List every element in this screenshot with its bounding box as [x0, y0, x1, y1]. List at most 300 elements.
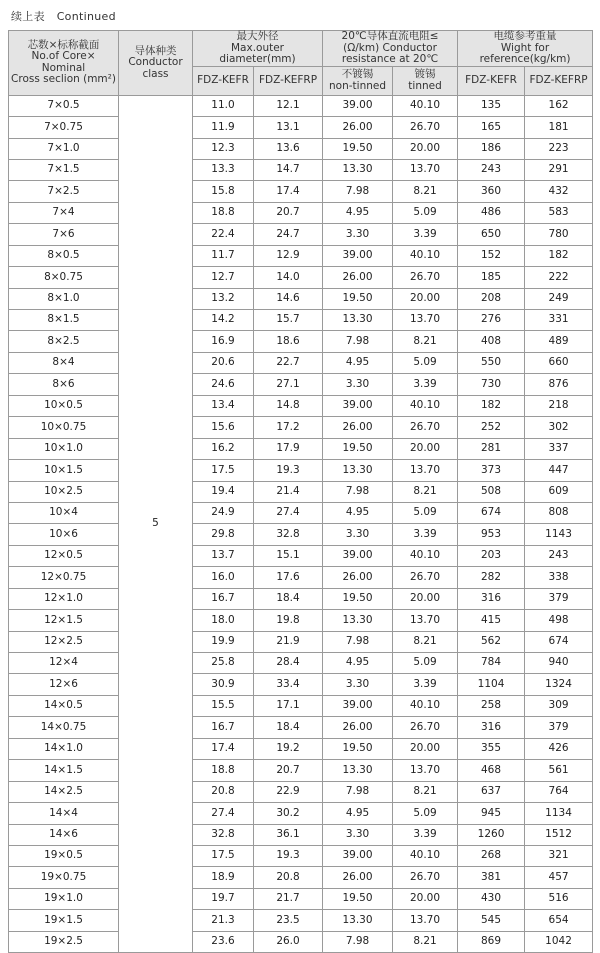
- od-kefr-cell: 19.9: [193, 631, 254, 652]
- table-row: [9, 524, 593, 545]
- conductor-class-cell: 5: [119, 95, 193, 953]
- res-tinned-cell: 3.39: [393, 824, 458, 845]
- res-non-tinned-cell: 3.30: [323, 374, 393, 395]
- od-kefr-cell: 16.7: [193, 588, 254, 609]
- table-body: [9, 95, 593, 953]
- header-od-cn: 最大外径: [236, 30, 279, 42]
- header-class-en1: Conductor: [128, 56, 183, 69]
- wt-kefrp-cell: 309: [525, 695, 593, 716]
- wt-kefr-cell: 945: [458, 803, 525, 824]
- res-non-tinned-cell: 39.00: [323, 545, 393, 566]
- od-kefr-cell: 16.0: [193, 567, 254, 588]
- size-cell: 12×6: [9, 674, 119, 695]
- size-cell: 14×1.5: [9, 760, 119, 781]
- od-kefrp-cell: 22.9: [254, 781, 323, 802]
- wt-kefrp-cell: 876: [525, 374, 593, 395]
- od-kefrp-cell: 18.6: [254, 331, 323, 352]
- wt-kefrp-cell: 498: [525, 610, 593, 631]
- res-tinned-cell: 13.70: [393, 760, 458, 781]
- wt-kefr-cell: 562: [458, 631, 525, 652]
- od-kefr-cell: 12.7: [193, 267, 254, 288]
- od-kefr-cell: 20.8: [193, 781, 254, 802]
- wt-kefr-cell: 182: [458, 395, 525, 416]
- res-non-tinned-cell: 7.98: [323, 181, 393, 202]
- od-kefrp-cell: 21.4: [254, 481, 323, 502]
- res-non-tinned-cell: 39.00: [323, 95, 393, 116]
- res-non-tinned-cell: 3.30: [323, 824, 393, 845]
- table-row: [9, 760, 593, 781]
- table-row: [9, 781, 593, 802]
- table-row: [9, 502, 593, 523]
- size-cell: 14×0.5: [9, 695, 119, 716]
- res-non-tinned-cell: 19.50: [323, 138, 393, 159]
- od-kefrp-cell: 17.4: [254, 181, 323, 202]
- wt-kefrp-cell: 331: [525, 310, 593, 331]
- table-row: [9, 567, 593, 588]
- od-kefr-cell: 25.8: [193, 653, 254, 674]
- size-cell: 19×1.0: [9, 888, 119, 909]
- wt-kefr-cell: 268: [458, 845, 525, 866]
- wt-kefrp-cell: 609: [525, 481, 593, 502]
- header-od-kefr: FDZ-KEFR: [193, 66, 254, 95]
- res-tinned-cell: 8.21: [393, 931, 458, 952]
- continued-label-cn: 续上表: [11, 10, 45, 23]
- wt-kefr-cell: 869: [458, 931, 525, 952]
- wt-kefrp-cell: 337: [525, 438, 593, 459]
- od-kefrp-cell: 19.2: [254, 738, 323, 759]
- res-non-tinned-cell: 19.50: [323, 888, 393, 909]
- size-cell: 10×4: [9, 502, 119, 523]
- res-non-tinned-cell: 7.98: [323, 481, 393, 502]
- table-row: [9, 631, 593, 652]
- od-kefrp-cell: 27.4: [254, 502, 323, 523]
- wt-kefr-cell: 282: [458, 567, 525, 588]
- wt-kefr-cell: 355: [458, 738, 525, 759]
- table-row: [9, 674, 593, 695]
- size-cell: 8×6: [9, 374, 119, 395]
- wt-kefr-cell: 468: [458, 760, 525, 781]
- od-kefr-cell: 13.4: [193, 395, 254, 416]
- wt-kefr-cell: 208: [458, 288, 525, 309]
- res-non-tinned-cell: 39.00: [323, 395, 393, 416]
- res-non-tinned-cell: 26.00: [323, 417, 393, 438]
- wt-kefr-cell: 953: [458, 524, 525, 545]
- res-tinned-cell: 20.00: [393, 588, 458, 609]
- res-non-tinned-cell: 19.50: [323, 438, 393, 459]
- od-kefr-cell: 18.0: [193, 610, 254, 631]
- res-tinned-cell: 20.00: [393, 288, 458, 309]
- od-kefr-cell: 21.3: [193, 910, 254, 931]
- wt-kefrp-cell: 561: [525, 760, 593, 781]
- res-tinned-cell: 3.39: [393, 224, 458, 245]
- wt-kefrp-cell: 222: [525, 267, 593, 288]
- table-row: [9, 695, 593, 716]
- wt-kefr-cell: 243: [458, 159, 525, 180]
- header-wt-kefr: FDZ-KEFR: [458, 66, 525, 95]
- size-cell: 12×0.75: [9, 567, 119, 588]
- res-tinned-cell: 13.70: [393, 159, 458, 180]
- table-header: [9, 31, 593, 96]
- od-kefr-cell: 11.7: [193, 245, 254, 266]
- size-cell: 10×0.5: [9, 395, 119, 416]
- wt-kefrp-cell: 516: [525, 888, 593, 909]
- res-non-tinned-cell: 13.30: [323, 610, 393, 631]
- res-non-tinned-cell: 39.00: [323, 245, 393, 266]
- od-kefrp-cell: 36.1: [254, 824, 323, 845]
- res-tinned-cell: 8.21: [393, 181, 458, 202]
- header-res-en1: (Ω/km) Conductor: [343, 41, 437, 54]
- header-od-en: Max.outer diameter(mm): [219, 41, 296, 66]
- res-tinned-cell: 3.39: [393, 374, 458, 395]
- table-row: [9, 888, 593, 909]
- res-tinned-cell: 5.09: [393, 653, 458, 674]
- size-cell: 19×2.5: [9, 931, 119, 952]
- od-kefrp-cell: 17.1: [254, 695, 323, 716]
- wt-kefrp-cell: 249: [525, 288, 593, 309]
- od-kefr-cell: 18.8: [193, 760, 254, 781]
- od-kefr-cell: 17.5: [193, 460, 254, 481]
- size-cell: 12×1.0: [9, 588, 119, 609]
- wt-kefr-cell: 316: [458, 588, 525, 609]
- res-non-tinned-cell: 26.00: [323, 267, 393, 288]
- table-row: [9, 417, 593, 438]
- wt-kefrp-cell: 181: [525, 117, 593, 138]
- od-kefrp-cell: 20.7: [254, 202, 323, 223]
- header-wt-en: Wight for reference(kg/km): [479, 41, 571, 66]
- header-res-t-en: tinned: [408, 79, 442, 92]
- wt-kefrp-cell: 1042: [525, 931, 593, 952]
- table-row: [9, 310, 593, 331]
- table-row: [9, 653, 593, 674]
- wt-kefr-cell: 545: [458, 910, 525, 931]
- od-kefr-cell: 16.9: [193, 331, 254, 352]
- od-kefr-cell: 19.4: [193, 481, 254, 502]
- res-tinned-cell: 13.70: [393, 610, 458, 631]
- header-res-nt-en: non-tinned: [329, 79, 387, 92]
- wt-kefrp-cell: 223: [525, 138, 593, 159]
- res-non-tinned-cell: 13.30: [323, 460, 393, 481]
- wt-kefr-cell: 730: [458, 374, 525, 395]
- wt-kefr-cell: 152: [458, 245, 525, 266]
- size-cell: 8×1.5: [9, 310, 119, 331]
- table-row: [9, 352, 593, 373]
- wt-kefr-cell: 276: [458, 310, 525, 331]
- od-kefr-cell: 27.4: [193, 803, 254, 824]
- size-cell: 19×1.5: [9, 910, 119, 931]
- res-tinned-cell: 26.70: [393, 867, 458, 888]
- table-row: [9, 95, 593, 116]
- table-row: [9, 138, 593, 159]
- wt-kefrp-cell: 940: [525, 653, 593, 674]
- size-cell: 14×1.0: [9, 738, 119, 759]
- res-non-tinned-cell: 26.00: [323, 867, 393, 888]
- wt-kefrp-cell: 489: [525, 331, 593, 352]
- wt-kefr-cell: 252: [458, 417, 525, 438]
- size-cell: 10×1.5: [9, 460, 119, 481]
- wt-kefr-cell: 1104: [458, 674, 525, 695]
- table-row: [9, 288, 593, 309]
- header-size-cn: 芯数×标称截面: [27, 38, 100, 51]
- continued-label-en: Continued: [56, 10, 116, 23]
- res-non-tinned-cell: 13.30: [323, 910, 393, 931]
- header-class-en2: class: [142, 67, 169, 80]
- res-non-tinned-cell: 4.95: [323, 502, 393, 523]
- size-cell: 8×4: [9, 352, 119, 373]
- wt-kefrp-cell: 583: [525, 202, 593, 223]
- od-kefrp-cell: 21.9: [254, 631, 323, 652]
- wt-kefrp-cell: 674: [525, 631, 593, 652]
- size-cell: 7×1.0: [9, 138, 119, 159]
- size-cell: 19×0.75: [9, 867, 119, 888]
- od-kefr-cell: 11.0: [193, 95, 254, 116]
- res-tinned-cell: 8.21: [393, 481, 458, 502]
- header-weight: [458, 31, 593, 67]
- res-tinned-cell: 20.00: [393, 138, 458, 159]
- od-kefr-cell: 12.3: [193, 138, 254, 159]
- size-cell: 14×2.5: [9, 781, 119, 802]
- wt-kefrp-cell: 426: [525, 738, 593, 759]
- od-kefr-cell: 11.9: [193, 117, 254, 138]
- table-row: [9, 117, 593, 138]
- wt-kefr-cell: 258: [458, 695, 525, 716]
- wt-kefr-cell: 408: [458, 331, 525, 352]
- table-row: [9, 181, 593, 202]
- wt-kefr-cell: 360: [458, 181, 525, 202]
- res-non-tinned-cell: 26.00: [323, 717, 393, 738]
- od-kefrp-cell: 30.2: [254, 803, 323, 824]
- res-tinned-cell: 40.10: [393, 95, 458, 116]
- res-non-tinned-cell: 26.00: [323, 117, 393, 138]
- od-kefr-cell: 18.8: [193, 202, 254, 223]
- header-res-en2: resistance at 20℃: [341, 53, 439, 66]
- od-kefr-cell: 17.5: [193, 845, 254, 866]
- od-kefrp-cell: 28.4: [254, 653, 323, 674]
- header-size-en2: Cross seclion (mm²): [11, 73, 116, 86]
- res-tinned-cell: 5.09: [393, 352, 458, 373]
- od-kefrp-cell: 12.9: [254, 245, 323, 266]
- table-row: [9, 224, 593, 245]
- res-tinned-cell: 5.09: [393, 202, 458, 223]
- od-kefr-cell: 16.2: [193, 438, 254, 459]
- wt-kefr-cell: 203: [458, 545, 525, 566]
- od-kefr-cell: 24.9: [193, 502, 254, 523]
- size-cell: 10×1.0: [9, 438, 119, 459]
- wt-kefrp-cell: 1134: [525, 803, 593, 824]
- wt-kefrp-cell: 764: [525, 781, 593, 802]
- od-kefr-cell: 17.4: [193, 738, 254, 759]
- wt-kefrp-cell: 379: [525, 588, 593, 609]
- size-cell: 8×0.75: [9, 267, 119, 288]
- od-kefrp-cell: 17.6: [254, 567, 323, 588]
- header-res-t-cn: 镀锡: [414, 68, 436, 81]
- od-kefrp-cell: 17.2: [254, 417, 323, 438]
- header-res-tinned: [393, 66, 458, 95]
- size-cell: 7×4: [9, 202, 119, 223]
- size-cell: 8×1.0: [9, 288, 119, 309]
- table-row: [9, 267, 593, 288]
- res-non-tinned-cell: 13.30: [323, 310, 393, 331]
- res-tinned-cell: 26.70: [393, 117, 458, 138]
- table-row: [9, 331, 593, 352]
- res-non-tinned-cell: 4.95: [323, 803, 393, 824]
- od-kefrp-cell: 15.7: [254, 310, 323, 331]
- size-cell: 8×0.5: [9, 245, 119, 266]
- res-tinned-cell: 13.70: [393, 310, 458, 331]
- table-row: [9, 845, 593, 866]
- wt-kefr-cell: 316: [458, 717, 525, 738]
- od-kefr-cell: 30.9: [193, 674, 254, 695]
- od-kefrp-cell: 14.8: [254, 395, 323, 416]
- size-cell: 7×1.5: [9, 159, 119, 180]
- od-kefrp-cell: 22.7: [254, 352, 323, 373]
- od-kefr-cell: 19.7: [193, 888, 254, 909]
- header-size: [9, 31, 119, 96]
- od-kefrp-cell: 26.0: [254, 931, 323, 952]
- wt-kefr-cell: 165: [458, 117, 525, 138]
- od-kefrp-cell: 32.8: [254, 524, 323, 545]
- od-kefr-cell: 29.8: [193, 524, 254, 545]
- od-kefr-cell: 15.8: [193, 181, 254, 202]
- header-resistance: [323, 31, 458, 67]
- size-cell: 10×2.5: [9, 481, 119, 502]
- table-row: [9, 202, 593, 223]
- wt-kefrp-cell: 432: [525, 181, 593, 202]
- wt-kefrp-cell: 321: [525, 845, 593, 866]
- od-kefrp-cell: 14.6: [254, 288, 323, 309]
- header-size-en1: No.of Core× Nominal: [31, 50, 96, 74]
- size-cell: 10×0.75: [9, 417, 119, 438]
- wt-kefr-cell: 637: [458, 781, 525, 802]
- res-tinned-cell: 8.21: [393, 781, 458, 802]
- od-kefrp-cell: 14.0: [254, 267, 323, 288]
- res-non-tinned-cell: 3.30: [323, 524, 393, 545]
- res-tinned-cell: 3.39: [393, 524, 458, 545]
- wt-kefr-cell: 186: [458, 138, 525, 159]
- header-res-nt-cn: 不镀锡: [341, 68, 374, 81]
- header-wt-cn: 电缆参考重量: [493, 30, 557, 42]
- table-row: [9, 610, 593, 631]
- wt-kefrp-cell: 1143: [525, 524, 593, 545]
- wt-kefr-cell: 381: [458, 867, 525, 888]
- od-kefrp-cell: 18.4: [254, 717, 323, 738]
- wt-kefrp-cell: 457: [525, 867, 593, 888]
- od-kefrp-cell: 13.1: [254, 117, 323, 138]
- res-non-tinned-cell: 13.30: [323, 159, 393, 180]
- res-tinned-cell: 26.70: [393, 567, 458, 588]
- res-non-tinned-cell: 4.95: [323, 352, 393, 373]
- res-non-tinned-cell: 7.98: [323, 631, 393, 652]
- wt-kefr-cell: 415: [458, 610, 525, 631]
- wt-kefr-cell: 508: [458, 481, 525, 502]
- od-kefrp-cell: 15.1: [254, 545, 323, 566]
- continued-caption: [11, 8, 116, 24]
- od-kefrp-cell: 19.3: [254, 845, 323, 866]
- res-tinned-cell: 20.00: [393, 888, 458, 909]
- table-row: [9, 824, 593, 845]
- od-kefr-cell: 14.2: [193, 310, 254, 331]
- od-kefrp-cell: 18.4: [254, 588, 323, 609]
- size-cell: 12×1.5: [9, 610, 119, 631]
- od-kefrp-cell: 19.3: [254, 460, 323, 481]
- wt-kefr-cell: 550: [458, 352, 525, 373]
- table-row: [9, 395, 593, 416]
- od-kefr-cell: 20.6: [193, 352, 254, 373]
- od-kefrp-cell: 17.9: [254, 438, 323, 459]
- wt-kefr-cell: 784: [458, 653, 525, 674]
- table-row: [9, 910, 593, 931]
- res-tinned-cell: 8.21: [393, 331, 458, 352]
- wt-kefrp-cell: 291: [525, 159, 593, 180]
- od-kefr-cell: 22.4: [193, 224, 254, 245]
- table-row: [9, 545, 593, 566]
- wt-kefrp-cell: 243: [525, 545, 593, 566]
- res-tinned-cell: 40.10: [393, 845, 458, 866]
- size-cell: 14×4: [9, 803, 119, 824]
- od-kefr-cell: 18.9: [193, 867, 254, 888]
- res-tinned-cell: 5.09: [393, 803, 458, 824]
- table-row: [9, 245, 593, 266]
- wt-kefr-cell: 650: [458, 224, 525, 245]
- od-kefr-cell: 15.6: [193, 417, 254, 438]
- res-non-tinned-cell: 3.30: [323, 674, 393, 695]
- od-kefrp-cell: 14.7: [254, 159, 323, 180]
- res-non-tinned-cell: 39.00: [323, 695, 393, 716]
- od-kefrp-cell: 12.1: [254, 95, 323, 116]
- wt-kefrp-cell: 660: [525, 352, 593, 373]
- res-tinned-cell: 8.21: [393, 631, 458, 652]
- size-cell: 12×2.5: [9, 631, 119, 652]
- res-tinned-cell: 5.09: [393, 502, 458, 523]
- size-cell: 12×4: [9, 653, 119, 674]
- res-tinned-cell: 26.70: [393, 267, 458, 288]
- od-kefr-cell: 32.8: [193, 824, 254, 845]
- wt-kefr-cell: 486: [458, 202, 525, 223]
- wt-kefr-cell: 185: [458, 267, 525, 288]
- od-kefrp-cell: 23.5: [254, 910, 323, 931]
- size-cell: 14×0.75: [9, 717, 119, 738]
- table-row: [9, 588, 593, 609]
- wt-kefr-cell: 135: [458, 95, 525, 116]
- wt-kefr-cell: 1260: [458, 824, 525, 845]
- res-non-tinned-cell: 13.30: [323, 760, 393, 781]
- wt-kefr-cell: 430: [458, 888, 525, 909]
- res-tinned-cell: 3.39: [393, 674, 458, 695]
- wt-kefr-cell: 674: [458, 502, 525, 523]
- table-row: [9, 738, 593, 759]
- od-kefrp-cell: 27.1: [254, 374, 323, 395]
- size-cell: 7×6: [9, 224, 119, 245]
- res-tinned-cell: 13.70: [393, 910, 458, 931]
- header-wt-kefrp: FDZ-KEFRP: [525, 66, 593, 95]
- res-non-tinned-cell: 4.95: [323, 202, 393, 223]
- od-kefr-cell: 13.7: [193, 545, 254, 566]
- table-row: [9, 717, 593, 738]
- res-non-tinned-cell: 19.50: [323, 588, 393, 609]
- od-kefrp-cell: 21.7: [254, 888, 323, 909]
- res-tinned-cell: 40.10: [393, 695, 458, 716]
- res-non-tinned-cell: 3.30: [323, 224, 393, 245]
- size-cell: 19×0.5: [9, 845, 119, 866]
- res-non-tinned-cell: 7.98: [323, 331, 393, 352]
- od-kefrp-cell: 20.7: [254, 760, 323, 781]
- size-cell: 8×2.5: [9, 331, 119, 352]
- wt-kefrp-cell: 162: [525, 95, 593, 116]
- res-non-tinned-cell: 4.95: [323, 653, 393, 674]
- header-res-cn: 20℃导体直流电阻≤: [341, 30, 439, 42]
- res-tinned-cell: 40.10: [393, 395, 458, 416]
- od-kefr-cell: 16.7: [193, 717, 254, 738]
- res-non-tinned-cell: 26.00: [323, 567, 393, 588]
